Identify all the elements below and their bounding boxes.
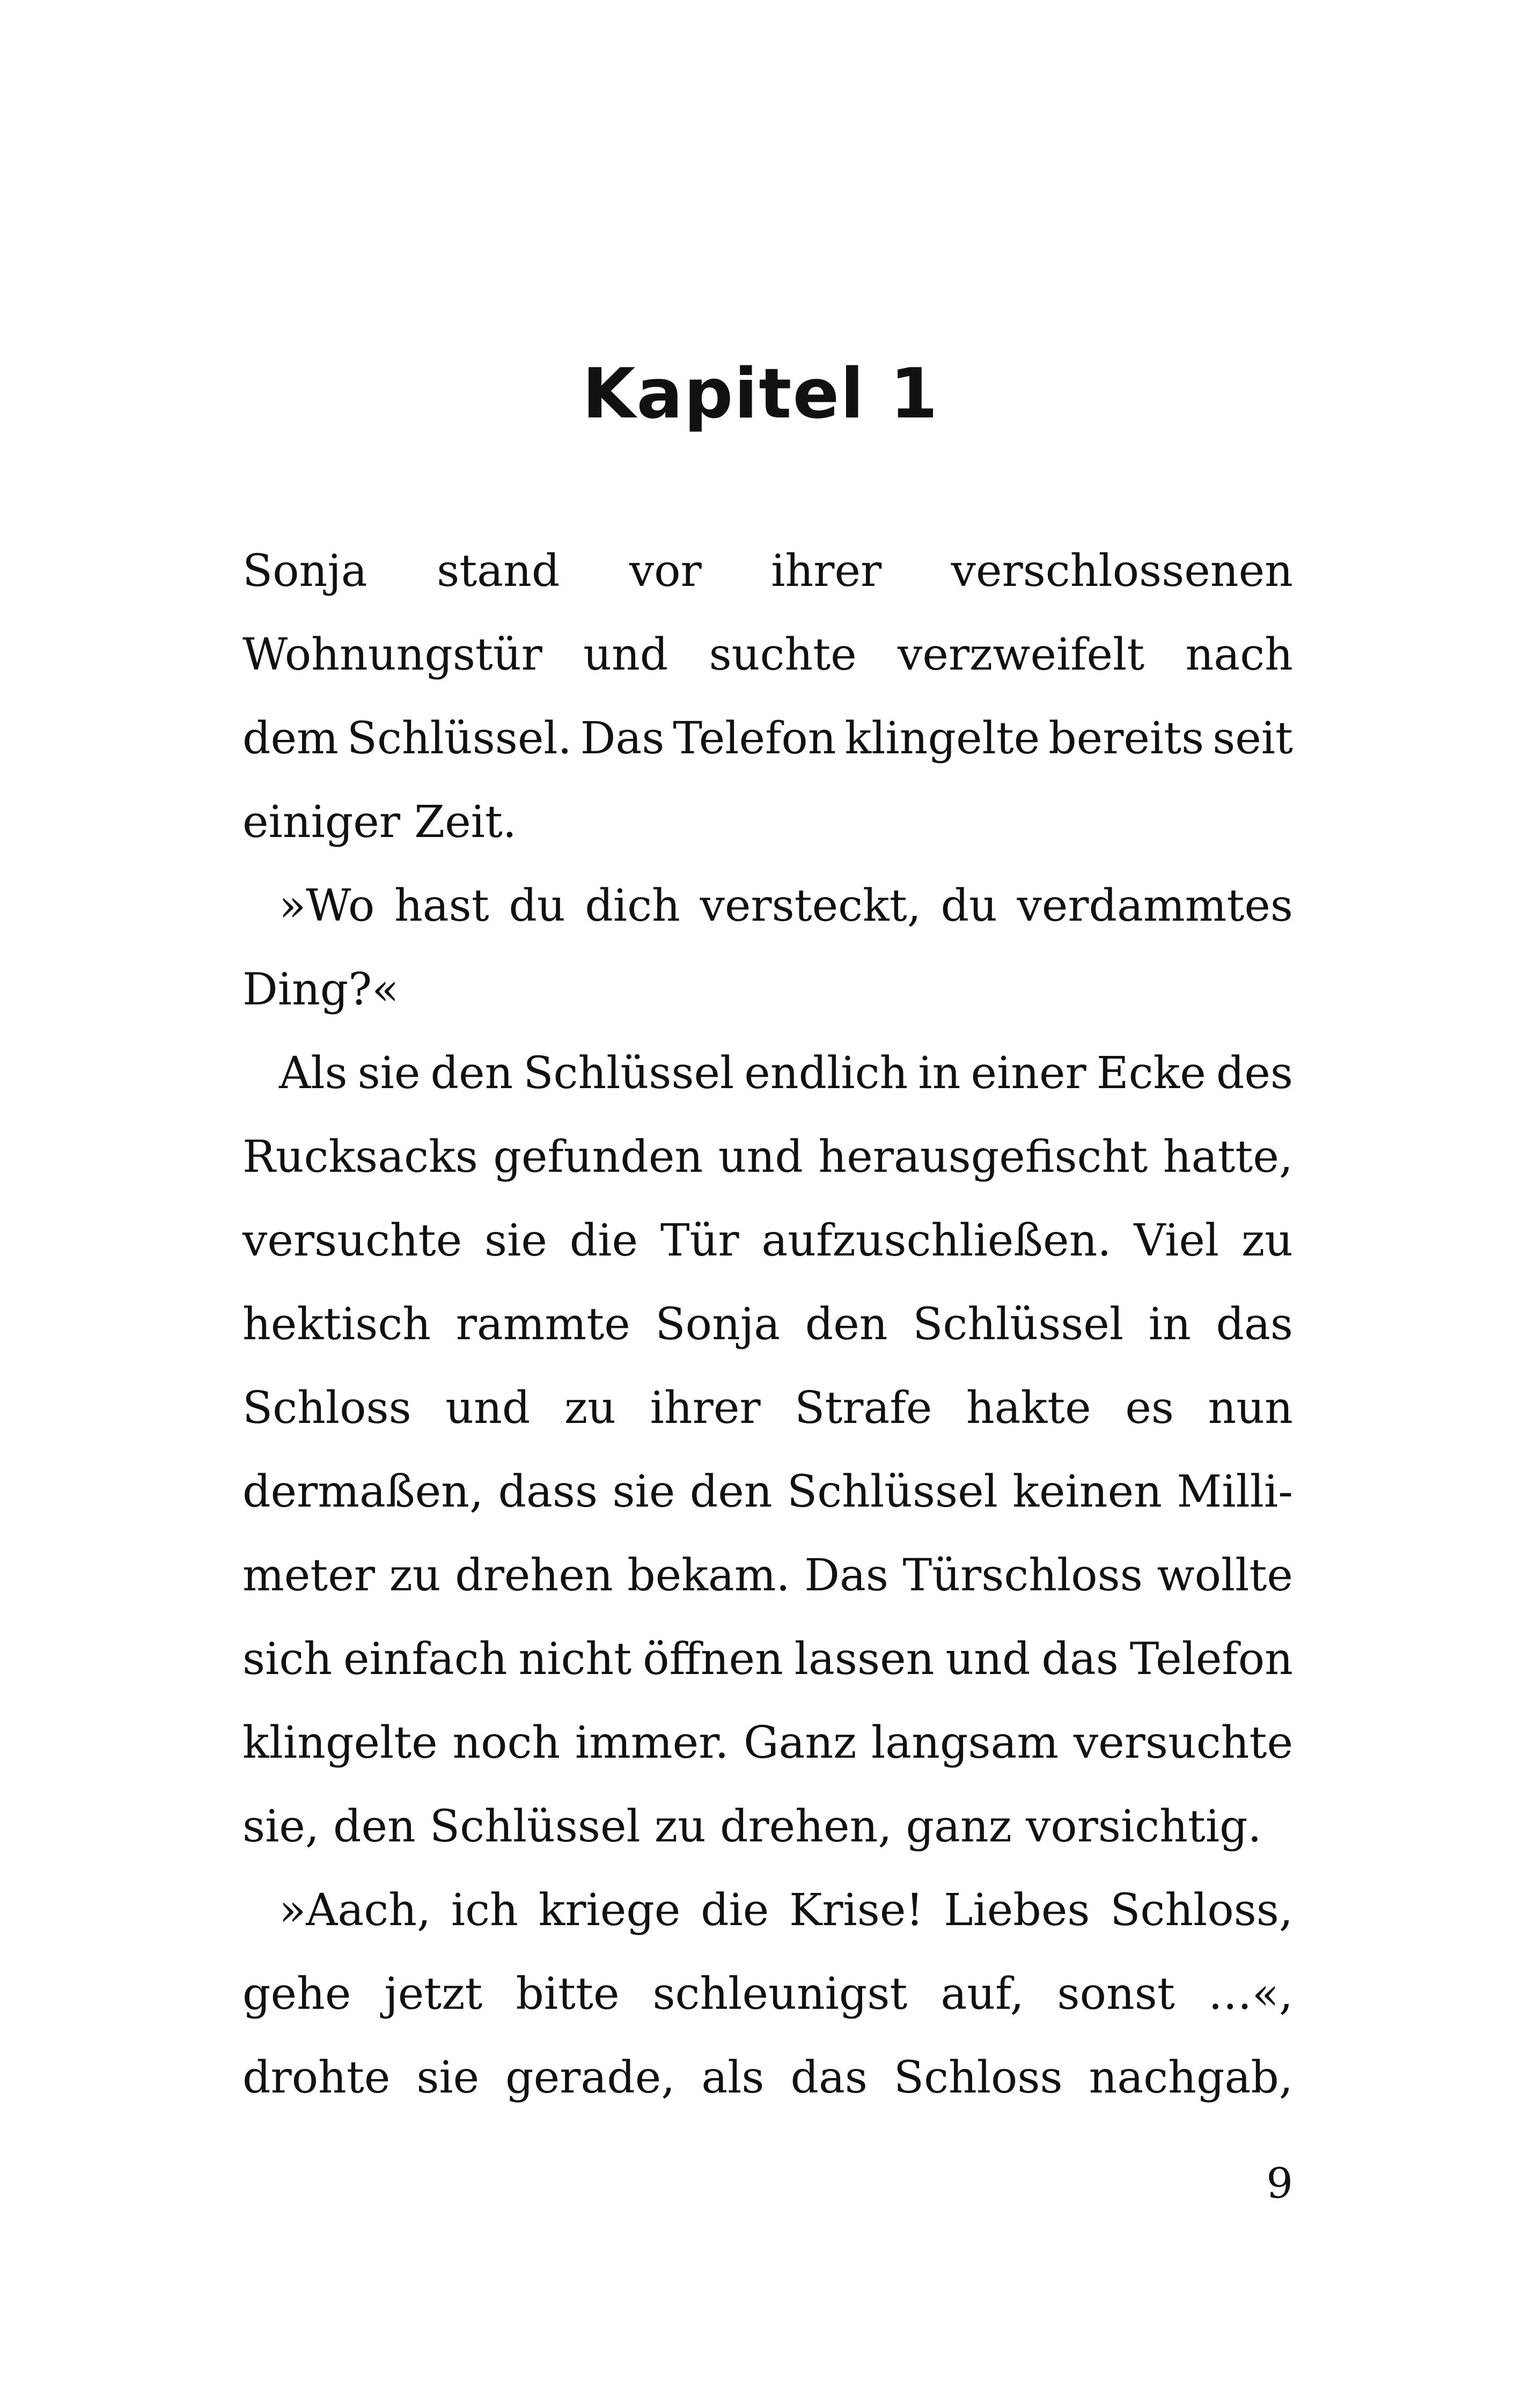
word: Telefon (673, 713, 836, 764)
text-line (243, 697, 1293, 781)
word: es (1125, 1383, 1174, 1434)
word: Schlüssel (523, 1048, 734, 1099)
word: sie, (243, 1801, 319, 1852)
chapter-title: Kapitel 1 (582, 354, 939, 434)
text-line (243, 1032, 1293, 1115)
word: wollte (1157, 1550, 1293, 1601)
word: zu (564, 1383, 616, 1434)
word: zu (654, 1801, 706, 1852)
word: Strafe (795, 1383, 932, 1434)
word: dermaßen, (243, 1466, 484, 1517)
word: sich (243, 1634, 333, 1685)
word: dich (585, 880, 680, 931)
word: Als (279, 1048, 348, 1099)
word: Schlüssel (913, 1299, 1124, 1350)
word: gerade, (505, 2052, 675, 2103)
word: Ding?« (243, 964, 399, 1015)
text-line (243, 864, 1293, 948)
text-line (243, 1450, 1293, 1534)
word: versteckt, (700, 880, 921, 931)
word: du (940, 880, 997, 931)
word: Milli- (1177, 1466, 1293, 1517)
word: ganz (906, 1801, 1012, 1852)
word: Schloss (243, 1383, 412, 1434)
word: zu (389, 1550, 441, 1601)
text-line (243, 1199, 1293, 1283)
word: Telefon (1129, 1634, 1293, 1685)
word: in (1148, 1299, 1191, 1350)
word: drehen (455, 1550, 613, 1601)
text-line (243, 1534, 1293, 1618)
word: langsam (871, 1717, 1059, 1768)
body-text (243, 530, 1293, 2120)
word: noch (452, 1717, 561, 1768)
word: …«, (1208, 1969, 1293, 2020)
word: sie (484, 1215, 547, 1266)
text-line (243, 1952, 1293, 2036)
word: kriege (538, 1885, 681, 1936)
word: meter (243, 1550, 375, 1601)
word: suchte (709, 629, 857, 680)
word: ihrer (650, 1383, 761, 1434)
word: Tür (660, 1215, 739, 1266)
word: das (1041, 1634, 1119, 1685)
text-line (243, 1115, 1293, 1199)
word: herausgefischt (818, 1132, 1148, 1183)
word: des (1216, 1048, 1293, 1099)
text-line (243, 613, 1293, 697)
word: sonst (1057, 1969, 1175, 2020)
text-line (243, 1283, 1293, 1367)
word: rammte (455, 1299, 630, 1350)
word: verschlossenen (951, 546, 1293, 597)
word: auf, (940, 1969, 1024, 2020)
word: klingelte (243, 1717, 438, 1768)
word: die (569, 1215, 638, 1266)
word: sie (357, 1048, 421, 1099)
word: Rucksacks (243, 1132, 478, 1183)
word: Schlüssel (787, 1466, 998, 1517)
text-line (243, 948, 1293, 1032)
word: und (945, 1634, 1031, 1685)
word: drohte (243, 2052, 391, 2103)
word: und (445, 1383, 531, 1434)
word: sie (416, 2052, 480, 2103)
word: Schloss, (1110, 1885, 1293, 1936)
word: Krise! (789, 1885, 924, 1936)
word: öffnen (643, 1634, 783, 1685)
text-line (243, 1618, 1293, 1701)
word: sie (612, 1466, 675, 1517)
word: Schlüssel (429, 1801, 641, 1852)
word: den (430, 1048, 513, 1099)
word: ich (451, 1885, 518, 1936)
word: Schloss (893, 2052, 1063, 2103)
word: und (718, 1132, 803, 1183)
text-line (243, 1367, 1293, 1450)
word: bekam. (627, 1550, 790, 1601)
word: nachgab, (1089, 2052, 1293, 2103)
word: hakte (966, 1383, 1091, 1434)
word: verzweifelt (898, 629, 1145, 680)
word: Zeit. (414, 797, 517, 848)
word: in (918, 1048, 961, 1099)
word: die (701, 1885, 769, 1936)
word: das (790, 2052, 868, 2103)
word: hatte, (1163, 1132, 1293, 1183)
word: nicht (518, 1634, 632, 1685)
word: Ganz (744, 1717, 857, 1768)
text-line (243, 2036, 1293, 2120)
word: lassen (794, 1634, 935, 1685)
word: seit (1213, 713, 1293, 764)
text-line (243, 1869, 1293, 1952)
word: gefunden (493, 1132, 703, 1183)
word: ihrer (771, 546, 882, 597)
text-line (243, 781, 1293, 864)
word: versuchte (243, 1215, 462, 1266)
word: einer (971, 1048, 1086, 1099)
word: »Wo (279, 880, 375, 931)
word: Sonja (655, 1299, 781, 1350)
word: drehen, (719, 1801, 892, 1852)
word: jetzt (384, 1969, 483, 2020)
word: keinen (1012, 1466, 1162, 1517)
word: versuchte (1073, 1717, 1293, 1768)
word: dass (498, 1466, 598, 1517)
word: aufzuschließen. (761, 1215, 1112, 1266)
word: bitte (516, 1969, 620, 2020)
word: einfach (343, 1634, 508, 1685)
word: gehe (243, 1969, 351, 2020)
text-line (243, 1701, 1293, 1785)
word: Ecke (1096, 1048, 1206, 1099)
word: Liebes (944, 1885, 1090, 1936)
word: nun (1208, 1383, 1293, 1434)
word: Türschloss (902, 1550, 1143, 1601)
word: hast (394, 880, 489, 931)
word: Schlüssel. (347, 713, 572, 764)
word: vor (629, 546, 702, 597)
word: den (333, 1801, 416, 1852)
word: nach (1185, 629, 1293, 680)
word: immer. (575, 1717, 729, 1768)
word: Wohnungstür (243, 629, 542, 680)
word: zu (1241, 1215, 1293, 1266)
word: endlich (744, 1048, 908, 1099)
word: und (583, 629, 668, 680)
page-number: 9 (1266, 2160, 1293, 2208)
word: das (1216, 1299, 1293, 1350)
text-line (243, 1785, 1293, 1869)
word: bereits (1048, 713, 1204, 764)
word: Das (804, 1550, 888, 1601)
word: Das (580, 713, 665, 764)
word: du (509, 880, 565, 931)
word: verdammtes (1017, 880, 1293, 931)
text-line (243, 530, 1293, 613)
word: dem (243, 713, 339, 764)
word: stand (437, 546, 560, 597)
word: »Aach, (279, 1885, 431, 1936)
word: Sonja (243, 546, 368, 597)
word: hektisch (243, 1299, 431, 1350)
word: den (805, 1299, 888, 1350)
word: als (701, 2052, 765, 2103)
word: einiger (243, 797, 401, 848)
word: schleunigst (652, 1969, 908, 2020)
word: klingelte (844, 713, 1040, 764)
word: den (689, 1466, 773, 1517)
word: vorsichtig. (1025, 1801, 1262, 1852)
word: Viel (1134, 1215, 1219, 1266)
